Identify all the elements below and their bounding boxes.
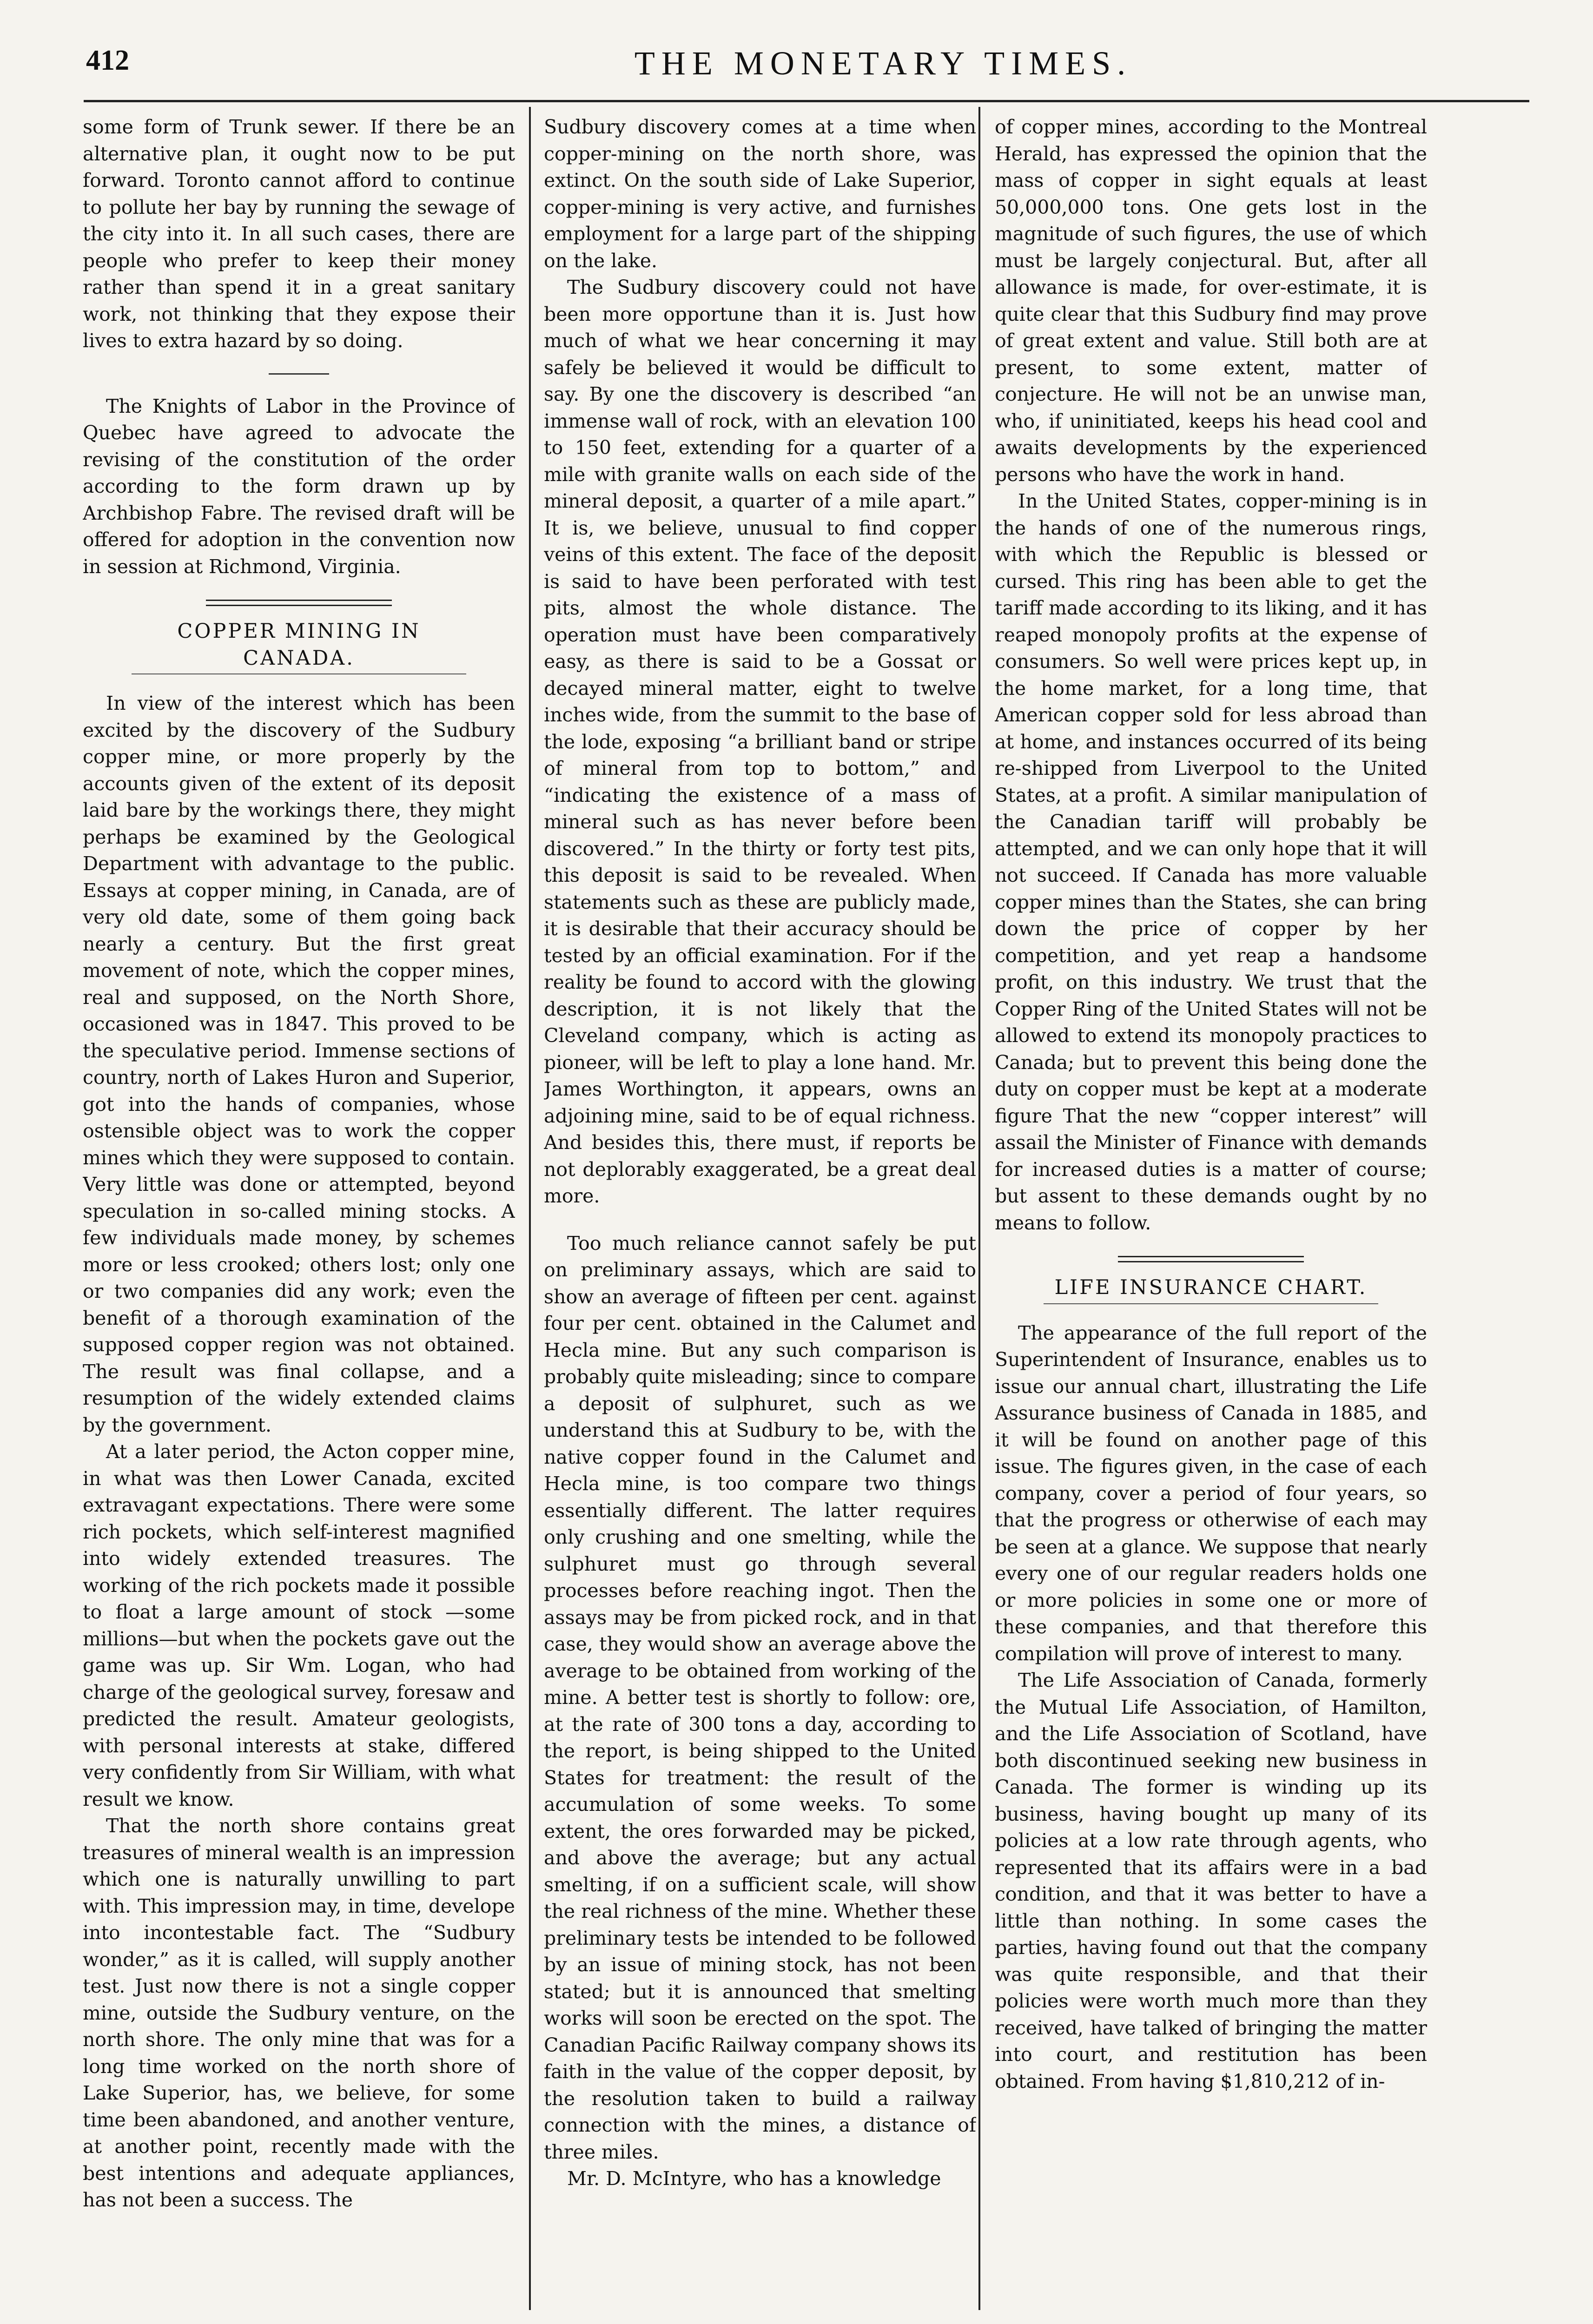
paragraph: of copper mines, according to the Montreal Herald, has expressed the opinion that the mass of copper in sight equals at least 50,000,000 tons. One gets lost in the magnitude of such figures, the use of which must be largely conjectural. But, after all allowance is made, for over-estimate, it is quite clear that this Sudbury find may prove of great extent and value. Still both are at present, to some extent, matter of conjecture. He will not be an unwise man, who, if uninitiated, keeps his head cool and awaits developments by the experienced persons who have the work in hand. (995, 116, 1427, 486)
paragraph: The appearance of the full report of the Superintendent of Insurance, enables us to issue our annual chart, illustrating the Life Assurance business of Canada in 1885, and it will be found on another page of this issue. The figures given, in the case of each company, cover a period of four years, so that the progress or otherwise of each may be seen at a glance. We suppose that nearly every one of our regular readers holds one or more policies in some one or more of these companies, and that therefore this compilation will prove of interest to many. (995, 1321, 1427, 1665)
paragraph: Sudbury discovery comes at a time when copper-mining on the north shore, was extinct. On the south side of Lake Superior, copper-mining is very active, and furnishes employment for a large part of the shipping on the lake. (544, 116, 976, 272)
header-rule (84, 100, 1529, 102)
paragraph: The Knights of Labor in the Province of Quebec have agreed to advocate the revising of the constitution of the order according to the form drawn up by Archbishop Fabre. The revised draft will be offered for adoption in the convention now in session at Richmond, Virginia. (83, 395, 515, 578)
column-3 (995, 114, 1427, 2298)
paragraph: In view of the interest which has been excited by the discovery of the Sudbury copper mine, or more properly by the accounts given of the extent of its deposit laid bare by the workings there, they might perhaps be examined by the Geological Department with advantage to the public. Essays at copper mining, in Canada, are of very old date, some of them going back nearly a century. But the first great movement of note, which the copper mines, real and supposed, on the North Shore, occasioned was in 1847. This proved to be the speculative period. Immense sections of country, north of Lakes Huron and Superior, got into the hands of companies, whose ostensible object was to work the copper mines which they were supposed to contain. Very little was done or attempted, beyond speculation in so-called mining stocks. A few individuals made money, by schemes more or less crooked; others lost; only one or two companies did any work; even the benefit of a thorough examination of the supposed copper region was not obtained. The result was final collapse, and a resumption of the widely extended claims by the government. (83, 692, 515, 1436)
paragraph: The Life Association of Canada, formerly the Mutual Life Association, of Hamilton, and the Life Association of Scotland, have both discontinued seeking new business in Canada. The former is winding up its business, having bought up many of its policies at a low rate through agents, who represented that its affairs were in a bad condition, and that it was better to have a little than nothing. In some cases the parties, having found out that the company was quite responsible, and that their policies were worth much more than they received, have talked of bringing the matter into court, and restitution has been obtained. From having $1,810,212 of in- (995, 1669, 1427, 2093)
column-2 (544, 114, 976, 2308)
section-rule (206, 600, 392, 606)
masthead-title: THE MONETARY TIMES. (634, 45, 1132, 82)
column-divider (978, 107, 980, 2310)
section-separator (269, 373, 329, 375)
column-divider (529, 107, 531, 2310)
paragraph: Too much reliance cannot safely be put on preliminary assays, which are said to show an average of fifteen per cent. against four per cent. obtained in the Calumet and Hecla mine. But any such comparison is probably quite misleading; since to compare a deposit of sulphuret, such as we understand this at Sudbury to be, with the native copper found in the Calumet and Hecla mine, is too compare two things essentially different. The latter requires only crushing and one smelting, while the sulphuret must go through several processes before reaching ingot. Then the assays may be from picked rock, and in that case, they would show an average above the average to be obtained from working of the mine. A better test is shortly to follow: ore, at the rate of 300 tons a day, according to the report, is being shipped to the United States for treatment: the result of the accumulation of some weeks. To some extent, the ores forwarded may be picked, and above the average; but any actual smelting, if on a sufficient scale, will show the real richness of the mine. Whether these preliminary tests be intended to be followed by an issue of mining stock, has not been stated; but it is announced that smelting works will soon be erected on the spot. The Canadian Pacific Railway company shows its faith in the value of the copper deposit, by the resolution taken to build a railway connection with the mines, a distance of three miles. (544, 1232, 976, 2163)
article-heading: COPPER MINING IN CANADA. (132, 618, 466, 674)
paragraph: The Sudbury discovery could not have been more opportune than it is. Just how much of what we hear concerning it may safely be believed it would be difficult to say. By one the discovery is described “an immense wall of rock, with an elevation 100 to 150 feet, extending for a quarter of a mile with granite walls on each side of the mineral deposit, a quarter of a mile apart.” It is, we believe, unusual to find copper veins of this extent. The face of the deposit is said to have been perforated with test pits, almost the whole distance. The operation must have been comparatively easy, as there is said to be a Gossat or decayed mineral matter, eight to twelve inches wide, from the summit to the base of the lode, exposing “a brilliant band or stripe of mineral from top to bottom,” and “indicating the existence of a mass of mineral such as has never before been discovered.” In the thirty or forty test pits, this deposit is said to be revealed. When statements such as these are publicly made, it is desirable that their accuracy should be tested by an official examination. For if the reality be found to accord with the glowing description, it is not likely that the Cleveland company, which is acting as pioneer, will be left to play a lone hand. Mr. James Worthington, it appears, owns an adjoining mine, said to be of equal richness. And besides this, there must, if reports be not deplorably exaggerated, be a great deal more. (544, 276, 976, 1207)
paragraph: That the north shore contains great treasures of mineral wealth is an impression which one is naturally unwilling to part with. This impression may, in time, develope into incontestable fact. The “Sudbury wonder,” as it is called, will supply another test. Just now there is not a single copper mine, outside the Sudbury venture, on the north shore. The only mine that was for a long time worked on the north shore of Lake Superior, has, we believe, for some time been abandoned, and another venture, at another point, recently made with the best intentions and adequate appliances, has not been a success. The (83, 1815, 515, 2211)
section-rule (1118, 1256, 1304, 1262)
paragraph: At a later period, the Acton copper mine, in what was then Lower Canada, excited extravagant expectations. There were some rich pockets, which self-interest magnified into widely extended treasures. The working of the rich pockets made it possible to float a large amount of stock —some millions—but when the pockets gave out the game was up. Sir Wm. Logan, who had charge of the geological survey, foresaw and predicted the result. Amateur geologists, with personal interests at stake, differed very confidently from Sir William, with what result we know. (83, 1440, 515, 1810)
paragraph: some form of Trunk sewer. If there be an alternative plan, it ought now to be put forward. Toronto cannot afford to continue to pollute her bay by running the sewage of the city into it. In all such cases, there are people who prefer to keep their money rather than spend it in a great sanitary work, not thinking that they expose their lives to extra hazard by so doing. (83, 116, 515, 352)
paragraph: In the United States, copper-mining is in the hands of one of the numerous rings, with which the Republic is blessed or cursed. This ring has been able to get the tariff made according to its liking, and it has reaped monopoly profits at the expense of consumers. So well were prices kept up, in the home market, for a long time, that American copper sold for less abroad than at home, and instances occurred of its being re-shipped from Liverpool to the United States, at a profit. A similar manipulation of the Canadian tariff will probably be attempted, and we can only hope that it will not succeed. If Canada has more valuable copper mines than the States, she can bring down the price of copper by her competition, and yet reap a handsome profit, on this industry. We trust that the Copper Ring of the United States will not be allowed to extend its monopoly practices to Canada; but to prevent this being done the duty on copper must be kept at a moderate figure That the new “copper interest” will assail the Minister of Finance with demands for increased duties is a matter of course; but assent to these demands ought by no means to follow. (995, 490, 1427, 1234)
column-1 (83, 114, 515, 2243)
page-number: 412 (86, 45, 129, 76)
paragraph: Mr. D. McIntyre, who has a knowledge (567, 2167, 941, 2190)
article-heading: LIFE INSURANCE CHART. (1044, 1274, 1378, 1304)
